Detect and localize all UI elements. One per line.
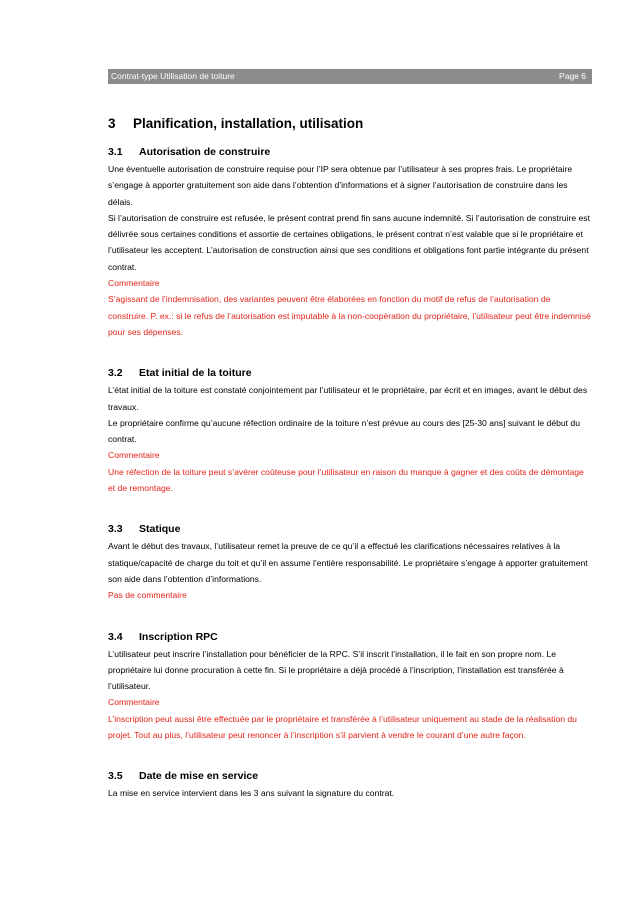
section-inscription-rpc xyxy=(108,629,592,744)
comment-label: Pas de commentaire xyxy=(108,590,187,601)
section-number: 3.4 xyxy=(108,630,123,643)
section-etat-initial xyxy=(108,365,592,496)
chapter-heading xyxy=(108,112,592,136)
comment-label: Commentaire xyxy=(108,278,160,289)
chapter-title: Planification, installation, utilisation xyxy=(133,116,364,131)
section-title: Date de mise en service xyxy=(139,770,259,783)
section-paragraph: La mise en service intervient dans les 3 ans suivant la signature du contrat. xyxy=(108,788,395,799)
comment-text: S’agissant de l’indemnisation, des variantes peuvent être élaborées en fonction du motif de refus de l’autorisation de construire. P. ex.: si le refus de l’autorisation est imputable à la non-coopération du propriétaire, l’utilisateur peut être indemnisé pour ses dépenses. xyxy=(108,294,591,337)
section-statique xyxy=(108,521,592,603)
section-heading xyxy=(108,768,592,785)
section-mise-en-service xyxy=(108,768,592,801)
section-paragraph: Si l’autorisation de construire est refusée, le présent contrat prend fin sans aucune indemnité. Si l’autorisation de construire est délivrée sous certaines conditions et assortie de certaines obligations, le présent contrat n’est valable que si le propriétaire et l’utilisateur les acceptent. L’autorisation de construction ainsi que ses conditions et obligations font partie intégrante du présent contrat. xyxy=(108,212,590,272)
section-paragraph: Le propriétaire confirme qu’aucune réfection ordinaire de la toiture n’est prévue au cours des [25-30 ans] suivant le début du contrat. xyxy=(108,417,580,445)
comment-label: Commentaire xyxy=(108,450,160,461)
section-heading xyxy=(108,629,592,646)
section-paragraph: L’utilisateur peut inscrire l’installation pour bénéficier de la RPC. S’il inscrit l’installation, il le fait en son propre nom. Le propriétaire lui donne procuration à cette fin. Si le propriétaire a déjà procédé à l’inscription, l’installation est transférée à l’utilisateur. xyxy=(108,648,564,692)
section-paragraph: Une éventuelle autorisation de construire requise pour l’IP sera obtenue par l’utilisateur à ses propres frais. Le propriétaire s’engage à apporter gratuitement son aide dans l’obtention d’informations et à signer l’autorisation de construire dans les délais. xyxy=(108,164,573,207)
section-heading xyxy=(108,144,592,161)
section-number: 3.2 xyxy=(108,367,123,380)
comment-text: Une réfection de la toiture peut s’avérer coûteuse pour l’utilisateur en raison du manque à gagner et des coûts de démontage et de remontage. xyxy=(108,466,584,494)
page-header-bar xyxy=(108,69,592,84)
document-title: Contrat-type Utilisation de toiture xyxy=(111,71,235,81)
section-title: Statique xyxy=(139,523,181,536)
section-paragraph: L’état initial de la toiture est constaté conjointement par l’utilisateur et le propriétaire, par écrit et en images, avant le début des travaux. xyxy=(108,385,588,412)
section-heading xyxy=(108,521,592,538)
document-body xyxy=(108,112,592,802)
section-title: Autorisation de construire xyxy=(139,146,271,158)
comment-label: Commentaire xyxy=(108,697,160,708)
section-number: 3.5 xyxy=(108,770,123,783)
section-paragraph: Avant le début des travaux, l’utilisateur remet la preuve de ce qu’il a effectué les clarifications nécessaires relatives à la statique/capacité de charge du toit et qu’il en assume l’entière responsabilité. Le propriétaire s’engage à apporter gratuitement son aide dans l’obtention d’informations. xyxy=(108,541,588,584)
section-number: 3.1 xyxy=(108,146,123,158)
section-title: Inscription RPC xyxy=(139,630,218,643)
chapter-number: 3 xyxy=(108,116,116,131)
section-number: 3.3 xyxy=(108,523,123,536)
section-title: Etat initial de la toiture xyxy=(139,367,252,380)
section-heading xyxy=(108,365,592,382)
section-autorisation xyxy=(108,144,592,340)
comment-text: L’inscription peut aussi être effectuée par le propriétaire et transférée à l’utilisateur uniquement au stade de la réalisation du projet. Tout au plus, l’utilisateur peut renoncer à l’inscription s’il parvient à vendre le courant d’une autre façon. xyxy=(108,713,577,741)
page-number: Page 6 xyxy=(559,71,586,81)
